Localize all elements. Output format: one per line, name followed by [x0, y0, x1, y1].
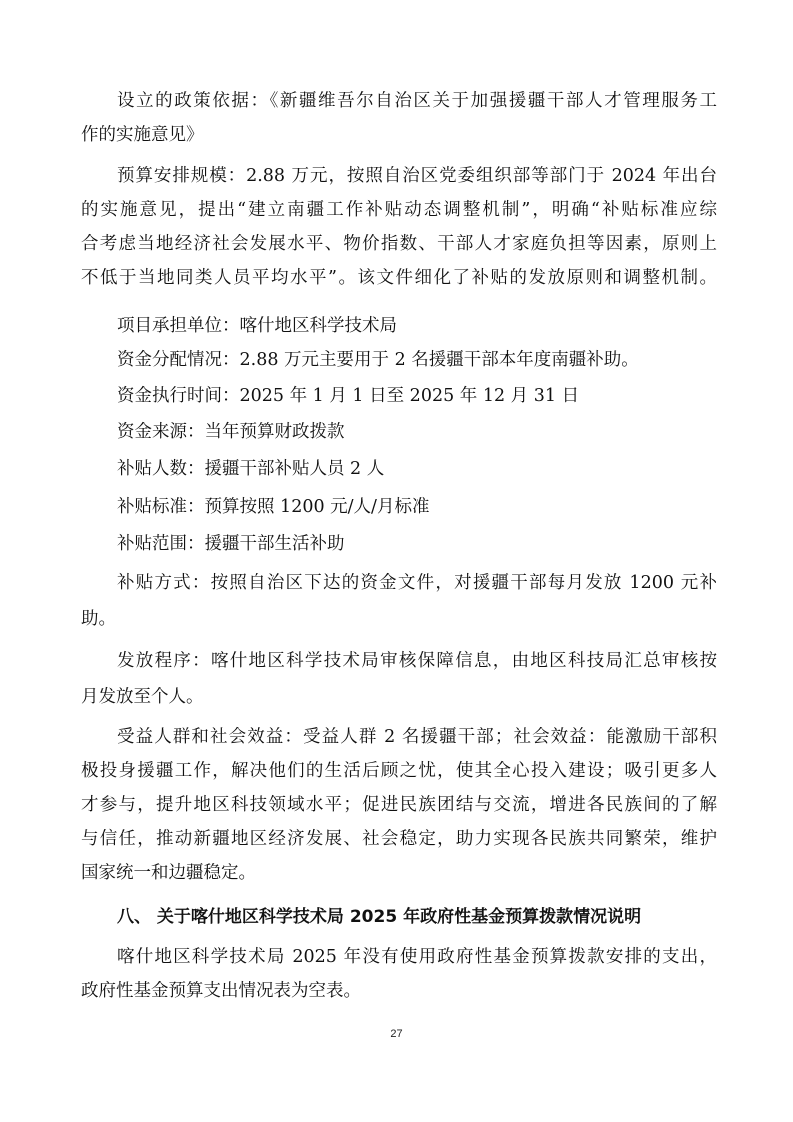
text-line: 设立的政策依据：《新疆维吾尔自治区关于加强援疆干部人才管理服务工: [117, 91, 717, 111]
text-line: 资金分配情况：2.88 万元主要用于 2 名援疆干部本年度南疆补助。: [117, 350, 639, 370]
text-line: 作的实施意见》: [81, 125, 204, 145]
text-line: 补贴方式：按照自治区下达的资金文件，对援疆干部每月发放 1200 元补: [117, 573, 717, 593]
text-line: 补贴人数：援疆干部补贴人员 2 人: [117, 459, 385, 479]
text-line: 喀什地区科学技术局 2025 年没有使用政府性基金预算拨款安排的支出，: [117, 947, 717, 967]
text-line: 国家统一和边疆稳定。: [81, 863, 256, 883]
text-line: 合考虑当地经济社会发展水平、物价指数、干部人才家庭负担等因素，原则上: [81, 234, 717, 254]
text-line: 资金执行时间：2025 年 1 月 1 日至 2025 年 12 月 31 日: [117, 386, 580, 406]
text-line: 预算安排规模：2.88 万元，按照自治区党委组织部等部门于 2024 年出台: [117, 166, 717, 186]
page-number: 27: [390, 1028, 403, 1040]
text-line: 月发放至个人。: [81, 687, 204, 707]
text-line: 资金来源：当年预算财政拨款: [117, 422, 345, 442]
text-line: 补贴范围：援疆干部生活补助: [117, 534, 345, 554]
section-heading: 八、 关于喀什地区科学技术局 2025 年政府性基金预算拨款情况说明: [117, 907, 642, 927]
text-line: 极投身援疆工作，解决他们的生活后顾之忧，使其全心投入建设；吸引更多人: [81, 761, 717, 781]
text-line: 项目承担单位：喀什地区科学技术局: [117, 316, 397, 336]
text-line: 不低于当地同类人员平均水平”。该文件细化了补贴的发放原则和调整机制。: [81, 268, 717, 288]
text-line: 补贴标准：预算按照 1200 元/人/月标准: [117, 497, 430, 517]
text-line: 政府性基金预算支出情况表为空表。: [81, 981, 361, 1001]
text-line: 发放程序：喀什地区科学技术局审核保障信息，由地区科技局汇总审核按: [117, 651, 717, 671]
text-line: 助。: [81, 609, 116, 629]
text-line: 与信任，推动新疆地区经济发展、社会稳定，助力实现各民族共同繁荣，维护: [81, 829, 717, 849]
text-line: 的实施意见，提出“建立南疆工作补贴动态调整机制”，明确“补贴标准应综: [81, 200, 717, 220]
text-line: 受益人群和社会效益：受益人群 2 名援疆干部；社会效益：能激励干部积: [117, 727, 717, 747]
text-line: 才参与，提升地区科技领域水平；促进民族团结与交流，增进各民族间的了解: [81, 795, 717, 815]
